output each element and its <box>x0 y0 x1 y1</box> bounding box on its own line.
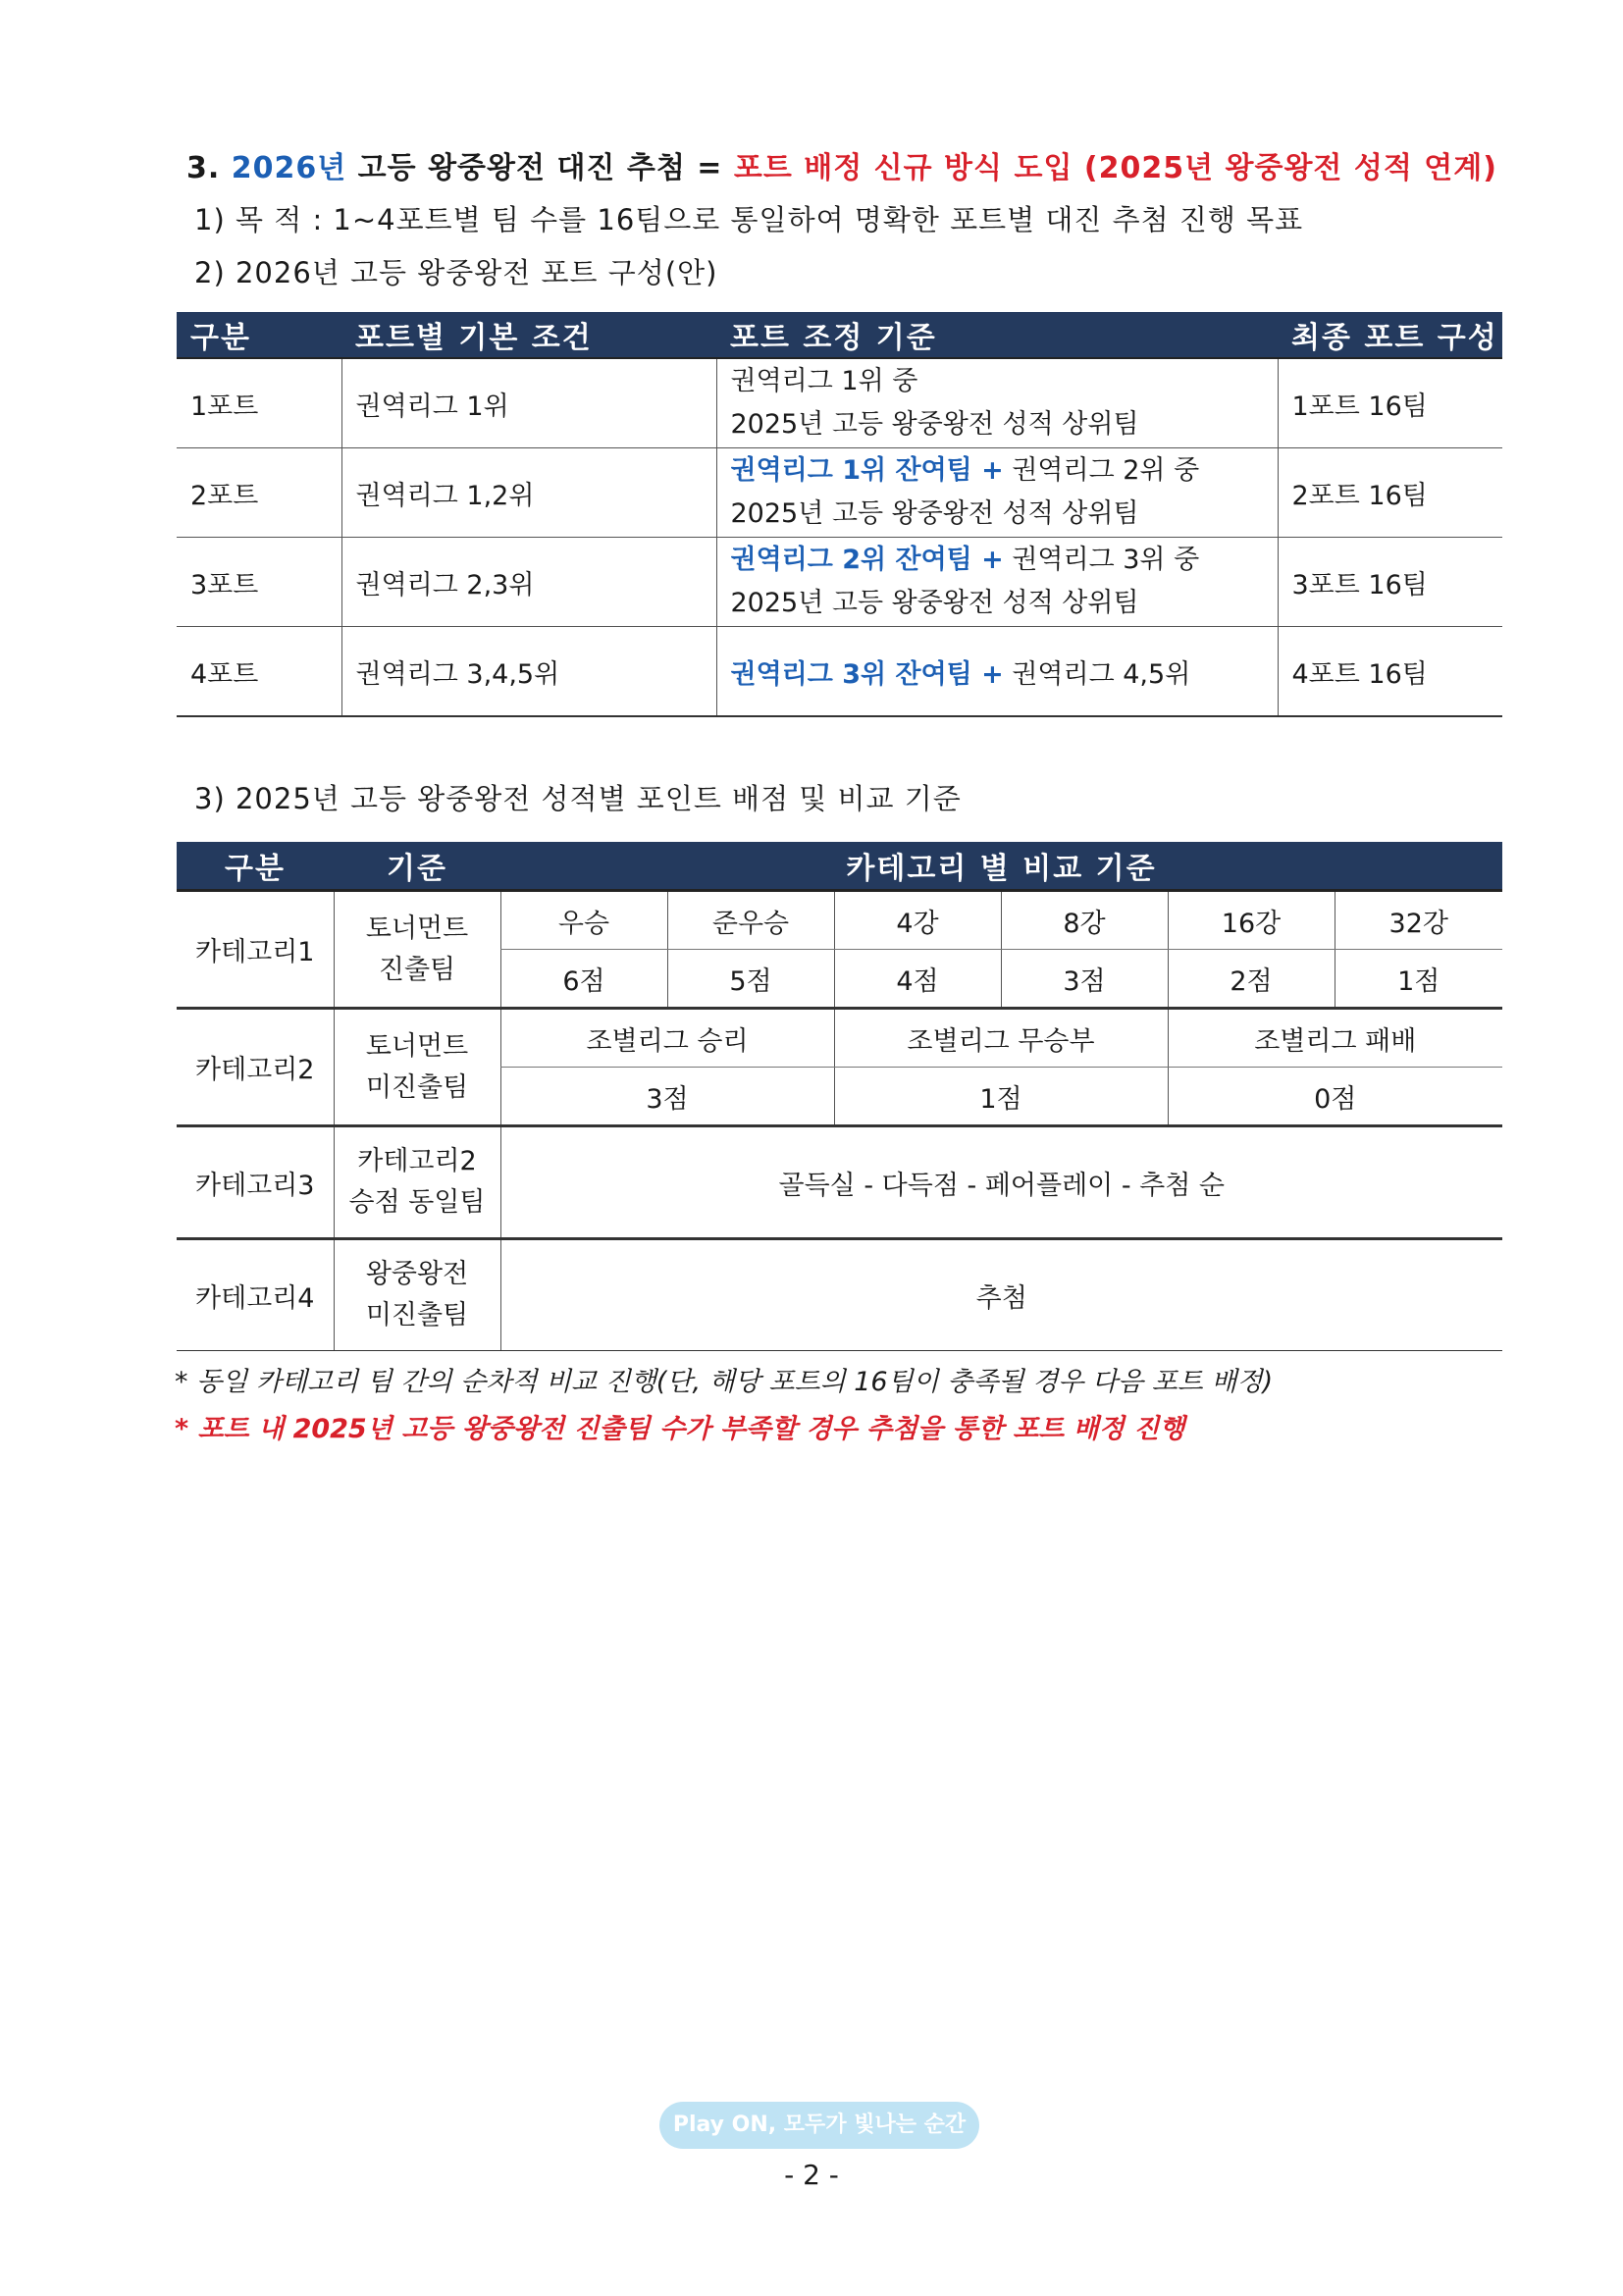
port-adjustment <box>716 448 1278 538</box>
table-header-row <box>177 842 1502 891</box>
stage-points: 6점 <box>500 950 667 1009</box>
purpose-line: 1) 목 적 : 1~4포트별 팀 수를 16팀으로 통일하여 명확한 포트별 대진 추첨 진행 목표 <box>194 203 1304 236</box>
table-header-row <box>177 312 1502 358</box>
port-label: 1포트 <box>177 358 341 448</box>
port-adjustment <box>716 358 1278 448</box>
port-composition-table <box>177 312 1502 717</box>
stage-label: 준우승 <box>667 891 834 950</box>
table-row <box>177 1009 1502 1068</box>
category-label: 카테고리4 <box>177 1239 334 1351</box>
port-adjustment <box>716 538 1278 627</box>
port-final: 2포트 16팀 <box>1278 448 1502 538</box>
category-label: 카테고리2 <box>177 1009 334 1126</box>
adjustment-text: 권역리그 4,5위 <box>1003 658 1191 690</box>
criteria-line1: 토너먼트 <box>365 913 469 944</box>
port-composition-title: 2) 2026년 고등 왕중왕전 포트 구성(안) <box>194 256 718 289</box>
table-row <box>177 358 1502 448</box>
table-row <box>177 627 1502 717</box>
header-category: 구분 <box>177 312 341 358</box>
stage-label: 16강 <box>1168 891 1335 950</box>
criteria-line1: 카테고리2 <box>357 1146 477 1176</box>
adjustment-text: 권역리그 3위 중 <box>1003 545 1200 575</box>
category-criteria <box>334 1009 500 1126</box>
adjustment-text: 권역리그 1위 중 <box>730 366 918 396</box>
port-label: 2포트 <box>177 448 341 538</box>
port-adjustment <box>716 627 1278 717</box>
table-row <box>177 891 1502 950</box>
header-adjustment: 포트 조정 기준 <box>716 312 1278 358</box>
adjustment-line2: 2025년 고등 왕중왕전 성적 상위팀 <box>730 588 1139 618</box>
stage-points: 1점 <box>1335 950 1502 1009</box>
header-comparison: 카테고리 별 비교 기준 <box>500 842 1502 891</box>
result-label: 조별리그 무승부 <box>834 1009 1168 1068</box>
category-criteria <box>334 1126 500 1239</box>
category-label: 카테고리3 <box>177 1126 334 1239</box>
stage-label: 4강 <box>834 891 1001 950</box>
header-final: 최종 포트 구성 <box>1278 312 1502 358</box>
stage-label: 우승 <box>500 891 667 950</box>
table-row <box>177 538 1502 627</box>
heading-title: 고등 왕중왕전 대진 추첨 = <box>357 151 723 185</box>
heading-year: 2026년 <box>231 151 347 185</box>
table-row <box>177 1239 1502 1351</box>
category-rule: 추첨 <box>500 1239 1502 1351</box>
criteria-line1: 왕중왕전 <box>365 1259 469 1289</box>
adjustment-highlight: 권역리그 1위 잔여팀 + <box>730 455 1004 486</box>
port-final: 4포트 16팀 <box>1278 627 1502 717</box>
result-label: 조별리그 패배 <box>1168 1009 1502 1068</box>
criteria-line2: 미진출팀 <box>365 1071 469 1103</box>
port-final: 1포트 16팀 <box>1278 358 1502 448</box>
stage-label: 8강 <box>1001 891 1168 950</box>
criteria-line1: 토너먼트 <box>365 1030 469 1062</box>
port-condition: 권역리그 1,2위 <box>341 448 716 538</box>
stage-points: 2점 <box>1168 950 1335 1009</box>
header-criteria: 기준 <box>334 842 500 891</box>
criteria-line2: 미진출팀 <box>365 1300 469 1331</box>
adjustment-highlight: 권역리그 2위 잔여팀 + <box>730 545 1004 575</box>
port-final: 3포트 16팀 <box>1278 538 1502 627</box>
port-label: 3포트 <box>177 538 341 627</box>
criteria-line2: 승점 동일팀 <box>348 1187 486 1218</box>
points-table <box>177 842 1502 1351</box>
adjustment-text: 권역리그 2위 중 <box>1003 455 1200 486</box>
port-condition: 권역리그 1위 <box>341 358 716 448</box>
section-heading <box>186 143 1497 186</box>
adjustment-highlight: 권역리그 3위 잔여팀 + <box>730 658 1004 690</box>
header-category: 구분 <box>177 842 334 891</box>
adjustment-line2: 2025년 고등 왕중왕전 성적 상위팀 <box>730 409 1139 440</box>
heading-highlight: 포트 배정 신규 방식 도입 (2025년 왕중왕전 성적 연계) <box>733 151 1497 185</box>
stage-points: 4점 <box>834 950 1001 1009</box>
table-row <box>177 1126 1502 1239</box>
result-points: 3점 <box>500 1068 834 1126</box>
category-label: 카테고리1 <box>177 891 334 1009</box>
result-points: 0점 <box>1168 1068 1502 1126</box>
heading-number: 3. <box>186 151 221 185</box>
category-criteria <box>334 891 500 1009</box>
criteria-line2: 진출팀 <box>378 954 456 985</box>
adjustment-line2: 2025년 고등 왕중왕전 성적 상위팀 <box>730 498 1139 529</box>
port-condition: 권역리그 2,3위 <box>341 538 716 627</box>
header-basic-condition: 포트별 기본 조건 <box>341 312 716 358</box>
table-row <box>177 448 1502 538</box>
stage-label: 32강 <box>1335 891 1502 950</box>
stage-points: 5점 <box>667 950 834 1009</box>
footnote-sequential: * 동일 카테고리 팀 간의 순차적 비교 진행(단, 해당 포트의 16팀이 충족될 경우 다음 포트 배정) <box>175 1367 1274 1397</box>
footnote-lottery: * 포트 내 2025년 고등 왕중왕전 진출팀 수가 부족할 경우 추첨을 통한 포트 배정 진행 <box>175 1414 1185 1444</box>
port-condition: 권역리그 3,4,5위 <box>341 627 716 717</box>
port-label: 4포트 <box>177 627 341 717</box>
result-points: 1점 <box>834 1068 1168 1126</box>
page-number: - 2 - <box>784 2159 839 2191</box>
category-rule: 골득실 - 다득점 - 페어플레이 - 추첨 순 <box>500 1126 1502 1239</box>
slogan-badge: Play ON, 모두가 빛나는 순간 <box>659 2102 979 2149</box>
result-label: 조별리그 승리 <box>500 1009 834 1068</box>
points-title: 3) 2025년 고등 왕중왕전 성적별 포인트 배점 및 비교 기준 <box>194 782 962 815</box>
stage-points: 3점 <box>1001 950 1168 1009</box>
category-criteria <box>334 1239 500 1351</box>
